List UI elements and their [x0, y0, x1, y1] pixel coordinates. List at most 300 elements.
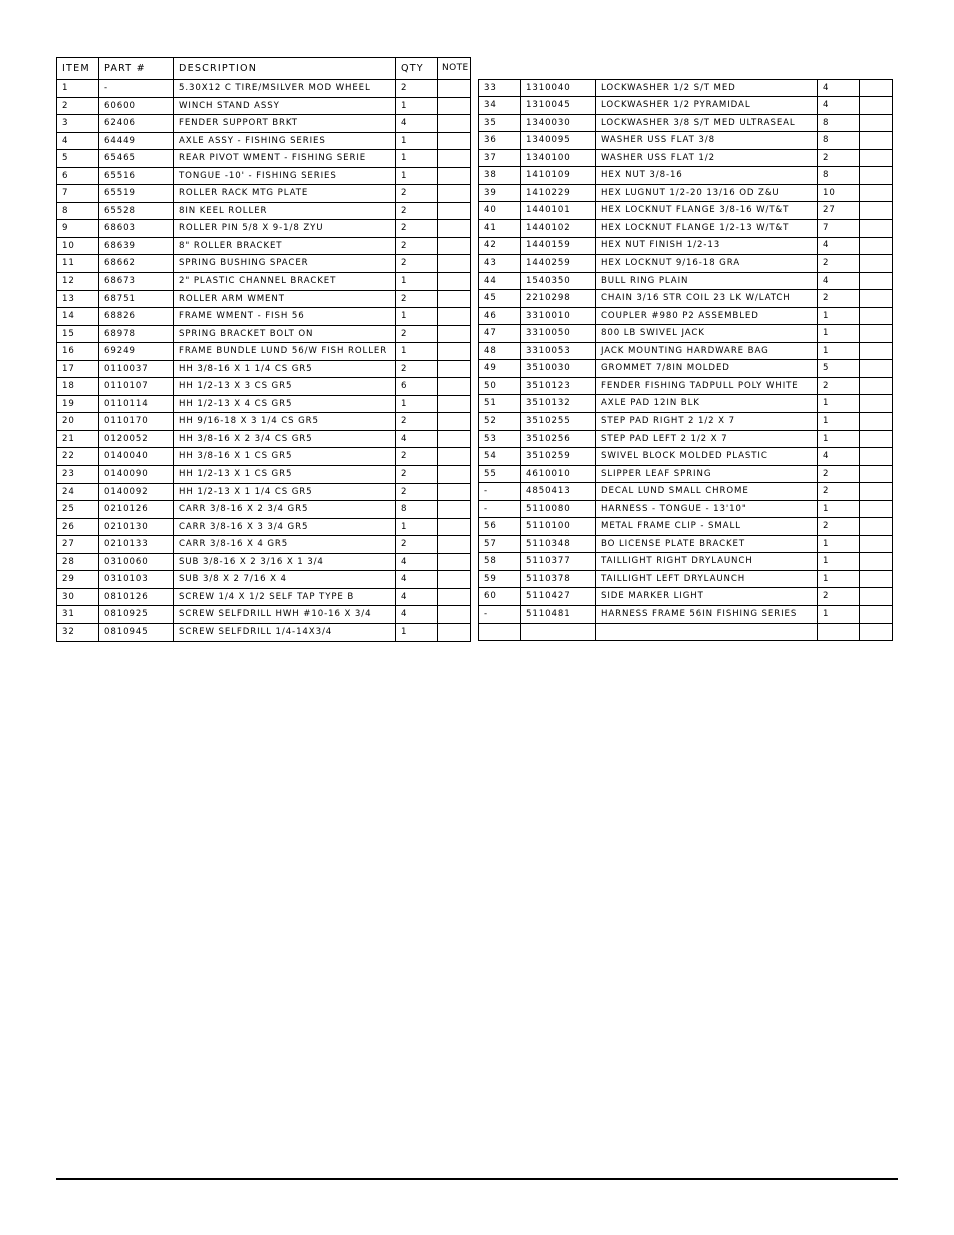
table-row — [57, 343, 471, 361]
item-cell: 44 — [479, 272, 521, 290]
table-row — [57, 273, 471, 291]
part-number-cell: 0140090 — [99, 466, 174, 484]
qty-cell: 1 — [396, 623, 438, 641]
qty-cell: 2 — [818, 518, 860, 536]
part-number-cell: 4850413 — [521, 483, 596, 501]
description-cell: HH 3/8-16 X 2 3/4 CS GR5 — [174, 430, 396, 448]
item-cell: 25 — [57, 501, 99, 519]
qty-cell: 2 — [396, 360, 438, 378]
note-cell — [860, 132, 893, 150]
description-cell: TONGUE -10' - FISHING SERIES — [174, 167, 396, 185]
qty-cell: 2 — [396, 536, 438, 554]
description-cell: HEX LOCKNUT FLANGE 3/8-16 W/T&T — [596, 202, 818, 220]
description-cell: ROLLER RACK MTG PLATE — [174, 185, 396, 203]
table-row — [479, 132, 893, 150]
qty-cell: 2 — [396, 80, 438, 98]
note-cell — [860, 606, 893, 624]
note-cell — [438, 325, 471, 343]
table-row — [479, 149, 893, 167]
note-cell — [860, 395, 893, 413]
qty-cell: 4 — [818, 79, 860, 97]
part-number-cell: 68751 — [99, 290, 174, 308]
item-cell: 38 — [479, 167, 521, 185]
description-cell: ROLLER PIN 5/8 X 9-1/8 ZYU — [174, 220, 396, 238]
item-cell: - — [479, 483, 521, 501]
table-row — [479, 360, 893, 378]
description-cell: COUPLER #980 P2 ASSEMBLED — [596, 307, 818, 325]
description-cell: HEX LOCKNUT FLANGE 1/2-13 W/T&T — [596, 219, 818, 237]
table-row — [57, 623, 471, 641]
description-cell: HH 9/16-18 X 3 1/4 CS GR5 — [174, 413, 396, 431]
description-cell: REAR PIVOT WMENT - FISHING SERIE — [174, 150, 396, 168]
item-cell: 11 — [57, 255, 99, 273]
part-number-cell: 1440101 — [521, 202, 596, 220]
table-row — [479, 202, 893, 220]
note-cell — [438, 571, 471, 589]
note-cell — [860, 553, 893, 571]
item-cell: 31 — [57, 606, 99, 624]
item-cell: 18 — [57, 378, 99, 396]
table-row — [479, 570, 893, 588]
table-row — [479, 448, 893, 466]
table-row — [57, 167, 471, 185]
table-row — [57, 395, 471, 413]
qty-cell: 4 — [396, 588, 438, 606]
description-cell: HH 1/2-13 X 4 CS GR5 — [174, 395, 396, 413]
part-number-cell: 5110348 — [521, 535, 596, 553]
qty-cell — [818, 623, 860, 641]
note-cell — [860, 255, 893, 273]
qty-cell: 2 — [396, 202, 438, 220]
note-cell — [438, 588, 471, 606]
note-cell — [438, 501, 471, 519]
part-number-cell: 5110100 — [521, 518, 596, 536]
part-number-cell: 1440102 — [521, 219, 596, 237]
description-cell: STEP PAD RIGHT 2 1/2 X 7 — [596, 412, 818, 430]
description-cell: SIDE MARKER LIGHT — [596, 588, 818, 606]
qty-cell: 2 — [818, 465, 860, 483]
table-row — [57, 483, 471, 501]
qty-cell: 2 — [818, 483, 860, 501]
description-cell: BULL RING PLAIN — [596, 272, 818, 290]
description-cell: WINCH STAND ASSY — [174, 97, 396, 115]
part-number-cell: 0140040 — [99, 448, 174, 466]
note-cell — [860, 149, 893, 167]
part-number-cell: 0310060 — [99, 553, 174, 571]
part-number-cell: 1340030 — [521, 114, 596, 132]
qty-cell: 10 — [818, 184, 860, 202]
note-cell — [438, 97, 471, 115]
note-cell — [438, 378, 471, 396]
qty-cell: 1 — [396, 273, 438, 291]
description-cell: TAILLIGHT RIGHT DRYLAUNCH — [596, 553, 818, 571]
item-cell: 20 — [57, 413, 99, 431]
part-number-cell: 5110378 — [521, 570, 596, 588]
qty-cell: 2 — [396, 325, 438, 343]
table-row — [57, 448, 471, 466]
item-cell: - — [479, 606, 521, 624]
table-row — [57, 466, 471, 484]
item-cell: 33 — [479, 79, 521, 97]
table-row — [57, 606, 471, 624]
description-cell: 8IN KEEL ROLLER — [174, 202, 396, 220]
qty-cell: 2 — [396, 237, 438, 255]
qty-cell: 4 — [396, 553, 438, 571]
note-cell — [438, 132, 471, 150]
note-cell — [860, 184, 893, 202]
note-cell — [438, 343, 471, 361]
table-row — [479, 500, 893, 518]
description-cell: HEX LUGNUT 1/2-20 13/16 OD Z&U — [596, 184, 818, 202]
item-cell: 32 — [57, 623, 99, 641]
table-row — [57, 132, 471, 150]
part-number-cell: 1440159 — [521, 237, 596, 255]
description-cell: SUB 3/8 X 2 7/16 X 4 — [174, 571, 396, 589]
table-row — [57, 202, 471, 220]
qty-cell: 6 — [396, 378, 438, 396]
part-number-cell: 5110080 — [521, 500, 596, 518]
table-row — [57, 413, 471, 431]
description-cell: 800 LB SWIVEL JACK — [596, 325, 818, 343]
description-cell: METAL FRAME CLIP - SMALL — [596, 518, 818, 536]
note-cell — [438, 150, 471, 168]
note-cell — [438, 395, 471, 413]
qty-cell: 1 — [818, 412, 860, 430]
table-row — [479, 237, 893, 255]
description-cell: SPRING BUSHING SPACER — [174, 255, 396, 273]
note-cell — [438, 553, 471, 571]
item-cell: 27 — [57, 536, 99, 554]
item-cell: 9 — [57, 220, 99, 238]
description-cell: AXLE PAD 12IN BLK — [596, 395, 818, 413]
table-row — [479, 114, 893, 132]
item-cell: 35 — [479, 114, 521, 132]
qty-cell: 1 — [818, 307, 860, 325]
item-cell: 4 — [57, 132, 99, 150]
qty-cell: 8 — [396, 501, 438, 519]
item-cell: 13 — [57, 290, 99, 308]
description-cell: CARR 3/8-16 X 3 3/4 GR5 — [174, 518, 396, 536]
part-number-cell: 0210133 — [99, 536, 174, 554]
description-cell: HH 3/8-16 X 1 CS GR5 — [174, 448, 396, 466]
qty-cell: 2 — [396, 290, 438, 308]
table-row — [479, 430, 893, 448]
item-cell: 7 — [57, 185, 99, 203]
qty-cell: 2 — [818, 588, 860, 606]
qty-cell: 8 — [818, 167, 860, 185]
table-row — [479, 184, 893, 202]
qty-cell: 1 — [818, 553, 860, 571]
item-cell: 55 — [479, 465, 521, 483]
note-cell — [860, 325, 893, 343]
part-number-cell: 3510255 — [521, 412, 596, 430]
table-row — [479, 588, 893, 606]
item-cell: 5 — [57, 150, 99, 168]
qty-cell: 4 — [818, 97, 860, 115]
qty-cell: 2 — [396, 255, 438, 273]
note-cell — [860, 290, 893, 308]
note-cell — [860, 97, 893, 115]
description-cell: SCREW SELFDRILL 1/4-14X3/4 — [174, 623, 396, 641]
qty-cell: 8 — [818, 114, 860, 132]
qty-cell: 4 — [818, 448, 860, 466]
qty-cell: 27 — [818, 202, 860, 220]
part-number-cell: 5110427 — [521, 588, 596, 606]
note-cell — [438, 413, 471, 431]
qty-cell: 2 — [396, 483, 438, 501]
description-cell: HEX NUT FINISH 1/2-13 — [596, 237, 818, 255]
part-number-cell — [521, 623, 596, 641]
qty-cell: 2 — [396, 185, 438, 203]
table-row — [479, 518, 893, 536]
part-number-cell: 0810945 — [99, 623, 174, 641]
note-cell — [860, 570, 893, 588]
note-cell — [438, 308, 471, 326]
item-cell: 6 — [57, 167, 99, 185]
note-cell — [860, 518, 893, 536]
description-cell: ROLLER ARM WMENT — [174, 290, 396, 308]
note-cell — [438, 255, 471, 273]
part-number-cell: 0110107 — [99, 378, 174, 396]
description-cell: BO LICENSE PLATE BRACKET — [596, 535, 818, 553]
note-cell — [860, 237, 893, 255]
part-number-cell: 0120052 — [99, 430, 174, 448]
qty-cell: 1 — [396, 97, 438, 115]
note-cell — [860, 342, 893, 360]
note-cell — [438, 167, 471, 185]
item-cell: 23 — [57, 466, 99, 484]
part-number-cell: 0310103 — [99, 571, 174, 589]
qty-cell: 4 — [396, 606, 438, 624]
table-row — [57, 97, 471, 115]
item-cell: 49 — [479, 360, 521, 378]
qty-cell: 1 — [818, 535, 860, 553]
part-number-cell: 0210126 — [99, 501, 174, 519]
description-cell: 5.30X12 C TIRE/MSILVER MOD WHEEL — [174, 80, 396, 98]
parts-list-body-left — [57, 58, 471, 642]
part-number-cell: 1310040 — [521, 79, 596, 97]
item-cell: 50 — [479, 377, 521, 395]
table-row — [57, 185, 471, 203]
qty-cell: 1 — [396, 395, 438, 413]
table-row — [57, 378, 471, 396]
part-number-cell: 3510123 — [521, 377, 596, 395]
description-cell: FRAME BUNDLE LUND 56/W FISH ROLLER — [174, 343, 396, 361]
qty-cell: 1 — [818, 430, 860, 448]
table-row — [479, 535, 893, 553]
note-cell — [438, 623, 471, 641]
item-cell: 46 — [479, 307, 521, 325]
qty-cell: 2 — [818, 290, 860, 308]
item-cell — [479, 623, 521, 641]
item-cell: 41 — [479, 219, 521, 237]
table-row — [57, 150, 471, 168]
qty-cell: 4 — [396, 571, 438, 589]
qty-cell: 1 — [818, 570, 860, 588]
description-cell: GROMMET 7/8IN MOLDED — [596, 360, 818, 378]
note-cell — [438, 115, 471, 133]
part-number-cell: 1540350 — [521, 272, 596, 290]
part-number-cell: 1310045 — [521, 97, 596, 115]
table-row — [57, 290, 471, 308]
description-cell: JACK MOUNTING HARDWARE BAG — [596, 342, 818, 360]
note-cell — [438, 536, 471, 554]
part-number-cell: 0210130 — [99, 518, 174, 536]
item-cell: 16 — [57, 343, 99, 361]
description-cell: LOCKWASHER 3/8 S/T MED ULTRASEAL — [596, 114, 818, 132]
item-cell: 47 — [479, 325, 521, 343]
item-cell: 30 — [57, 588, 99, 606]
qty-cell: 4 — [818, 237, 860, 255]
note-cell — [860, 588, 893, 606]
description-cell: AXLE ASSY - FISHING SERIES — [174, 132, 396, 150]
table-row — [479, 272, 893, 290]
description-cell: HH 1/2-13 X 3 CS GR5 — [174, 378, 396, 396]
table-row — [57, 518, 471, 536]
description-cell: WASHER USS FLAT 3/8 — [596, 132, 818, 150]
table-row — [479, 79, 893, 97]
item-cell: 2 — [57, 97, 99, 115]
note-cell — [860, 500, 893, 518]
item-cell: 19 — [57, 395, 99, 413]
description-cell: FENDER FISHING TADPULL POLY WHITE — [596, 377, 818, 395]
table-row — [479, 167, 893, 185]
description-cell: CARR 3/8-16 X 2 3/4 GR5 — [174, 501, 396, 519]
table-row — [479, 465, 893, 483]
parts-list-table-left — [56, 57, 471, 642]
table-row — [57, 308, 471, 326]
description-cell: WASHER USS FLAT 1/2 — [596, 149, 818, 167]
part-number-cell: 68662 — [99, 255, 174, 273]
table-row — [479, 219, 893, 237]
qty-cell: 2 — [396, 413, 438, 431]
note-cell — [438, 466, 471, 484]
table-row — [57, 220, 471, 238]
note-cell — [860, 483, 893, 501]
part-number-cell: 65516 — [99, 167, 174, 185]
item-cell: 1 — [57, 80, 99, 98]
qty-cell: 1 — [396, 343, 438, 361]
description-cell: SCREW 1/4 X 1/2 SELF TAP TYPE B — [174, 588, 396, 606]
note-cell — [860, 377, 893, 395]
part-number-cell: 60600 — [99, 97, 174, 115]
table-row — [57, 237, 471, 255]
qty-cell: 5 — [818, 360, 860, 378]
description-cell: 8" ROLLER BRACKET — [174, 237, 396, 255]
qty-cell: 1 — [818, 325, 860, 343]
qty-cell: 4 — [818, 272, 860, 290]
part-number-cell: 0110114 — [99, 395, 174, 413]
qty-cell: 8 — [818, 132, 860, 150]
note-cell — [438, 518, 471, 536]
item-cell: 57 — [479, 535, 521, 553]
description-cell: HEX LOCKNUT 9/16-18 GRA — [596, 255, 818, 273]
table-row — [57, 325, 471, 343]
qty-cell: 2 — [818, 255, 860, 273]
item-cell: 53 — [479, 430, 521, 448]
note-cell — [860, 535, 893, 553]
table-row — [57, 536, 471, 554]
item-cell: 14 — [57, 308, 99, 326]
part-number-cell: 64449 — [99, 132, 174, 150]
part-number-cell: 65519 — [99, 185, 174, 203]
qty-cell: 2 — [818, 377, 860, 395]
part-number-cell: 3510256 — [521, 430, 596, 448]
item-cell: 36 — [479, 132, 521, 150]
table-row — [57, 115, 471, 133]
part-number-cell: 68673 — [99, 273, 174, 291]
item-cell: 21 — [57, 430, 99, 448]
description-cell: FRAME WMENT - FISH 56 — [174, 308, 396, 326]
note-cell — [438, 430, 471, 448]
table-row — [479, 623, 893, 641]
table-row — [479, 97, 893, 115]
part-number-cell: 0810126 — [99, 588, 174, 606]
qty-cell: 2 — [396, 448, 438, 466]
header-part-number: PART # — [99, 58, 174, 80]
parts-list-table-right — [478, 79, 893, 642]
note-cell — [438, 360, 471, 378]
table-row — [479, 290, 893, 308]
description-cell: HEX NUT 3/8-16 — [596, 167, 818, 185]
note-cell — [860, 167, 893, 185]
table-row — [57, 80, 471, 98]
item-cell: 58 — [479, 553, 521, 571]
note-cell — [860, 272, 893, 290]
part-number-cell: 3510132 — [521, 395, 596, 413]
description-cell: STEP PAD LEFT 2 1/2 X 7 — [596, 430, 818, 448]
table-row — [479, 395, 893, 413]
qty-cell: 4 — [396, 115, 438, 133]
item-cell: 22 — [57, 448, 99, 466]
part-number-cell: 5110481 — [521, 606, 596, 624]
footer-rule — [56, 1178, 898, 1180]
note-cell — [860, 114, 893, 132]
part-number-cell: 3510030 — [521, 360, 596, 378]
parts-list-body-right — [479, 79, 893, 641]
note-cell — [860, 79, 893, 97]
header-qty: QTY — [396, 58, 438, 80]
note-cell — [860, 430, 893, 448]
part-number-cell: 65528 — [99, 202, 174, 220]
table-header-row — [57, 58, 471, 80]
qty-cell: 1 — [818, 395, 860, 413]
qty-cell: 4 — [396, 430, 438, 448]
note-cell — [860, 219, 893, 237]
part-number-cell: - — [99, 80, 174, 98]
item-cell: - — [479, 500, 521, 518]
item-cell: 29 — [57, 571, 99, 589]
header-description: DESCRIPTION — [174, 58, 396, 80]
description-cell: HH 1/2-13 X 1 1/4 CS GR5 — [174, 483, 396, 501]
description-cell: LOCKWASHER 1/2 PYRAMIDAL — [596, 97, 818, 115]
note-cell — [860, 448, 893, 466]
part-number-cell: 1340100 — [521, 149, 596, 167]
item-cell: 37 — [479, 149, 521, 167]
description-cell: 2" PLASTIC CHANNEL BRACKET — [174, 273, 396, 291]
part-number-cell: 68603 — [99, 220, 174, 238]
note-cell — [438, 237, 471, 255]
note-cell — [860, 307, 893, 325]
part-number-cell: 3310053 — [521, 342, 596, 360]
item-cell: 43 — [479, 255, 521, 273]
qty-cell: 1 — [396, 518, 438, 536]
note-cell — [438, 483, 471, 501]
note-cell — [860, 360, 893, 378]
description-cell: TAILLIGHT LEFT DRYLAUNCH — [596, 570, 818, 588]
description-cell: LOCKWASHER 1/2 S/T MED — [596, 79, 818, 97]
description-cell: HH 1/2-13 X 1 CS GR5 — [174, 466, 396, 484]
